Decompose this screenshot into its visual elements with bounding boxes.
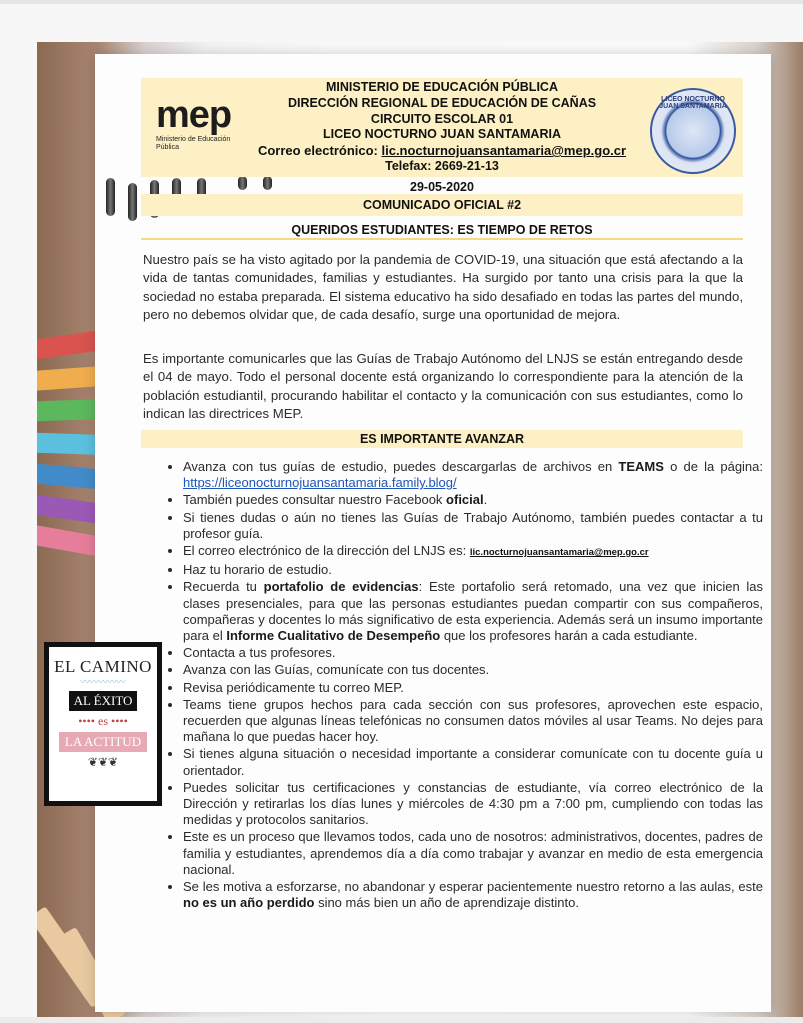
comunicado-title: COMUNICADO OFICIAL #2: [141, 194, 743, 216]
card-line-camino: EL CAMINO: [54, 657, 152, 676]
list-item-text: sino más bien un año de aprendizaje distinto.: [314, 895, 579, 911]
pencil-decoration: [37, 492, 104, 524]
card-line-actitud: LA ACTITUD: [59, 732, 147, 752]
email-link[interactable]: lic.nocturnojuansantamaria@mep.go.cr: [381, 143, 627, 159]
list-item: [183, 492, 763, 508]
guides-paragraph: Es importante comunicarles que las Guías de Trabajo Autónomo del LNJS se están entregando desde el 04 de mayo. Todo el personal docente está organizando lo correspondiente para la atención de la población estudiantil, procurando habilitar el contacto y la comunicación con sus estudiantes, como lo indican las directrices MEP.: [143, 351, 743, 421]
list-item: [183, 459, 763, 491]
list-item: • Avanza con las Guías, comunícate con tus docentes.: [183, 662, 763, 678]
list-item-text: Se les motiva a esforzarse, no abandonar y esperar pacientemente nuestro retorno a las aulas, este: [183, 879, 763, 895]
list-item-bold: TEAMS: [618, 459, 664, 474]
list-item-text: Recuerda tu: [183, 579, 264, 595]
school-name: LICEO NOCTURNO JUAN SANTAMARIA: [323, 127, 561, 142]
list-item: • Este es un proceso que llevamos todos, cada uno de nosotros: administrativos, docentes, padres de familia y estudiantes, aprendemos día a día como trabajar y avanzar en medio de esta emergencia nacional.: [183, 829, 763, 878]
card-line-exito: AL ÉXITO: [69, 691, 138, 711]
list-item: • Contacta a tus profesores.: [183, 645, 763, 661]
school-seal: [650, 88, 736, 174]
blog-link[interactable]: https://liceonocturnojuansantamaria.family.blog/: [183, 475, 457, 491]
list-item: [183, 879, 763, 911]
flourish-ornament: ❦❦❦: [87, 755, 119, 769]
bottom-divider: [0, 1017, 803, 1023]
phone-line: Telefax: 2669-21-13: [385, 158, 499, 173]
spiral-ring: [128, 183, 137, 221]
school-seal-text: LICEO NOCTURNO JUAN SANTAMARIA: [659, 96, 727, 110]
email-line: [232, 143, 652, 159]
direction-email[interactable]: lic.nocturnojuansantamaria@mep.go.cr: [469, 547, 649, 559]
pencil-decoration: [37, 522, 101, 556]
list-item-bold: no es un año perdido: [183, 895, 315, 911]
list-item-text: o de la página:: [663, 459, 764, 474]
mep-logo-mark: mep: [156, 94, 232, 136]
mep-logo-subtitle: Ministerio de Educación Pública: [156, 136, 231, 151]
list-item-text: : Este portafolio será retomado, una vez que inicien las clases presenciales, para que las personas estudiantes puedan compartir con sus compañeros, compañeras y docentes lo más significativo de esta experiencia. Además será un insumo importante para el: [183, 579, 763, 644]
list-item-text: También puedes consultar nuestro Facebook: [183, 492, 447, 508]
document-date: 29-05-2020: [410, 180, 474, 194]
list-item: [183, 543, 763, 561]
ministry-name: MINISTERIO DE EDUCACIÓN PÚBLICA: [326, 80, 558, 94]
letterhead-text: [232, 80, 652, 175]
school-circuit: CIRCUITO ESCOLAR 01: [370, 111, 514, 126]
list-item: • Revisa periódicamente tu correo MEP.: [183, 680, 763, 696]
list-item: [183, 579, 763, 644]
section-title-avanzar: ES IMPORTANTE AVANZAR: [141, 430, 743, 448]
list-item: • Puedes solicitar tus certificaciones y constancias de estudiante, vía correo electrónico de la Dirección y retirarlas los días lunes y miércoles de 4:30 pm a 7:00 pm, cumpliendo con todas las medidas y protocolos sanitarios.: [183, 780, 763, 829]
regional-direction: DIRECCIÓN REGIONAL DE EDUCACIÓN DE CAÑAS: [287, 95, 597, 110]
list-item-text: .: [483, 492, 488, 508]
card-word-es: es: [98, 714, 108, 728]
zigzag-ornament: 〰〰〰〰〰: [80, 677, 126, 687]
greeting-title: QUERIDOS ESTUDIANTES: ES TIEMPO DE RETOS: [141, 220, 743, 240]
list-item-bold: oficial: [446, 492, 484, 508]
card-line-es: •••• es ••••: [78, 714, 128, 728]
list-item-bold: portafolio de evidencias: [263, 579, 419, 595]
pencil-decoration: [37, 432, 102, 455]
top-divider: [0, 0, 803, 4]
list-item-text: que los profesores harán a cada estudiante.: [440, 628, 698, 644]
list-item-text: Avanza con tus guías de estudio, puedes descargarlas de archivos en: [183, 459, 619, 474]
recommendations-list: [165, 459, 763, 912]
motivational-card: [44, 642, 162, 806]
list-item: • Si tienes dudas o aún no tienes las Guías de Trabajo Autónomo, también puedes contactar a tu profesor guía.: [183, 510, 763, 542]
list-item-text: El correo electrónico de la dirección del LNJS es:: [183, 543, 470, 559]
email-label: Correo electrónico:: [257, 143, 382, 159]
list-item: • Haz tu horario de estudio.: [183, 562, 763, 578]
intro-paragraph: Nuestro país se ha visto agitado por la pandemia de COVID-19, una situación que está afectando a la vida de tantas comunidades, familias y estudiantes. Ha surgido por tanto una crisis para la que la sociedad no estaba preparada. El sistema educativo ha sido desafiado en todas las partes del mundo, pero no debemos olvidar que, de cada desafío, surge una oportunidad de mejora.: [143, 252, 743, 322]
list-item-bold: Informe Cualitativo de Desempeño: [226, 628, 441, 644]
list-item: • Si tienes alguna situación o necesidad importante a considerar comunícate con tu docente guía u orientador.: [183, 746, 763, 778]
spiral-ring: [106, 178, 115, 216]
list-item: • Teams tiene grupos hechos para cada sección con sus profesores, aprovechen este espacio, recuerden que algunas líneas telefónicas no consumen datos móviles al usar Teams. No dejes para mañana lo que puedas hacer hoy.: [183, 697, 763, 746]
